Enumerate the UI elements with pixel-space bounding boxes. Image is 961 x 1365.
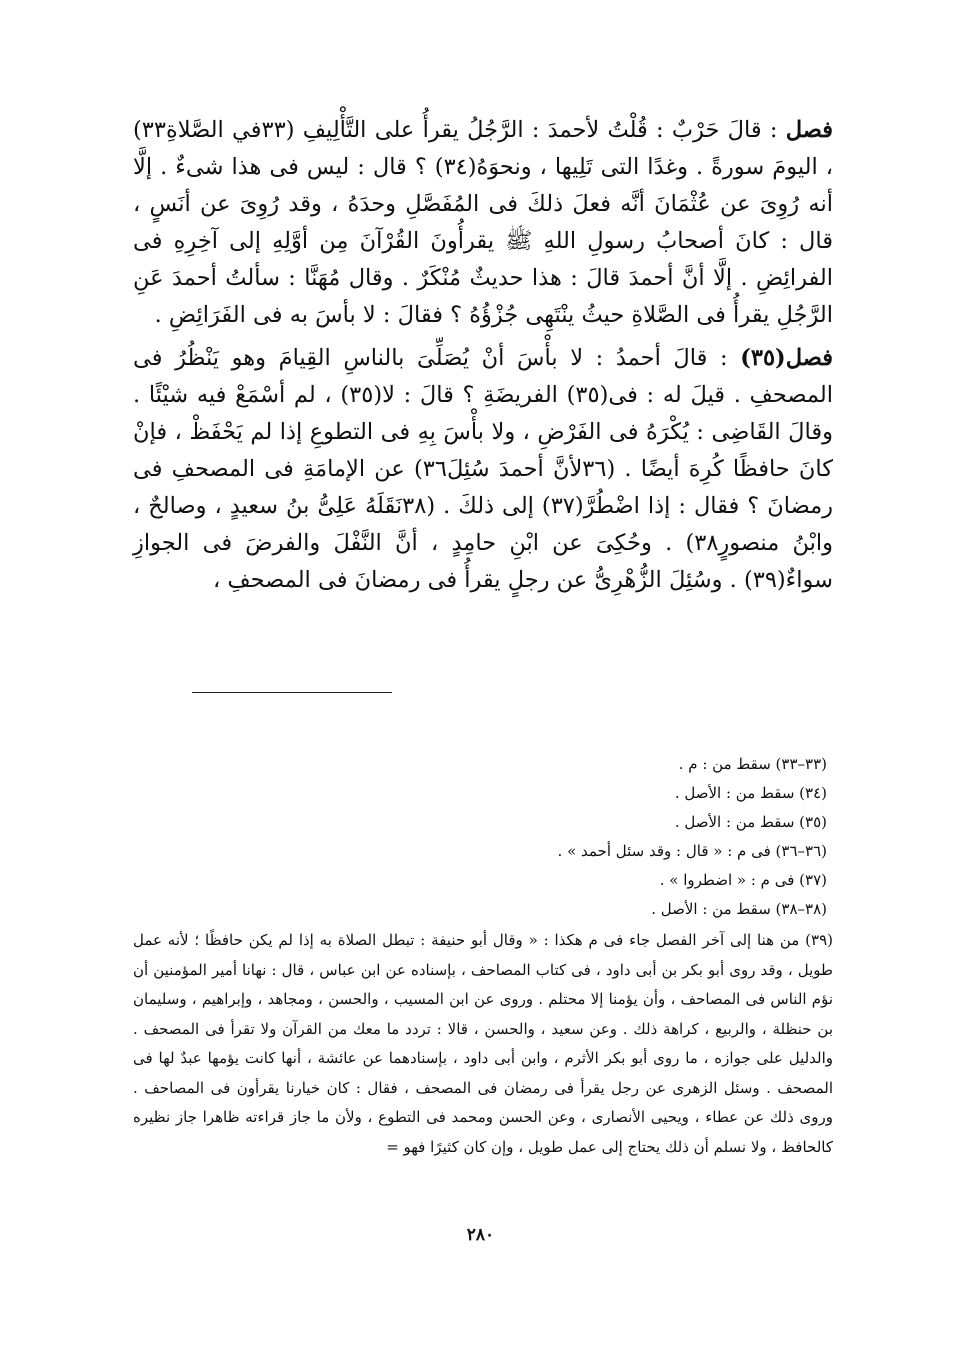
footnote-item: (٣٥) سقط من : الأصل . (674, 813, 827, 831)
footnote-item: (٣٨–٣٨) سقط من : الأصل . (651, 900, 827, 918)
section-title: فصل (785, 117, 833, 143)
page-number: ٢٨٠ (466, 1225, 495, 1245)
footnote-item: (٣٧) فى م : « اضطروا » . (659, 871, 827, 889)
footnote-long: (٣٩) من هنا إلى آخر الفصل جاء فى م هكذا : « وقال أبو حنيفة : تبطل الصلاة به إذا لم يكن حافظًا ؛ لأنه عمل طويل ، وقد روى أبو بكر بن أبى داود ، فى كتاب المصاحف ، بإسناده عن ابن عباس ، قال : نهانا أمير المؤمنين أن نؤم الناس فى المصاحف ، وأن يؤمنا إلا محتلم . وروى عن ابن المسيب ، والحسن ، ومجاهد ، وإبراهيم ، وسليمان بن حنظلة ، والربيع ، كراهة ذلك . وعن سعيد ، والحسن ، قالا : تردد ما معك من القرآن ولا تقرأ فى المصحف . والدليل على جوازه ، ما روى أبو بكر الأثرم ، وابن أبى داود ، بإسنادهما عن عائشة ، أنها كانت يؤمها عبدٌ لها فى المصحف . وسئل الزهرى عن رجل يقرأ فى رمضان فى المصحف ، فقال : كان خيارنا يقرأون فى المصاحف . وروى ذلك عن عطاء ، ويحيى الأنصارى ، وعن الحسن ومحمد فى التطوع ، ولأن ما جاز قراءته ظاهرا جاز نظيره كالحافظ ، ولا نسلم أن ذلك يحتاج إلى عمل طويل ، وإن كان كثيرًا فهو = (133, 931, 833, 1156)
footnote-item: (٣٣–٣٣) سقط من : م . (678, 755, 827, 773)
footnote-item: (٣٦–٣٦) فى م : « قال : وقد سئل أحمد » . (557, 842, 827, 860)
section-title: فصل(٣٥) (740, 345, 833, 371)
main-text (133, 112, 833, 605)
footnote-divider (192, 692, 392, 693)
paragraph-text: : قالَ أحمدُ : لا بأْسَ أنْ يُصَلِّىَ بالناسِ القِيامَ وهو يَنْظُرُ فى المصحفِ . قيلَ له : فى(٣٥) الفريضَةِ ؟ قالَ : لا(٣٥) ، لم أسْمَعْ فيه شيْئًا . وقالَ القَاضِى : يُكْرَهُ فى الفَرْضِ ، ولا بأْسَ بِهِ فى التطوعِ إذا لم يَحْفَظْ ، فإنْ كانَ حافظًا كُرِهَ أيضًا . (٣٦لأنَّ أحمدَ سُئِلَ٣٦) عن الإمامَةِ فى المصحفِ فى رمضانَ ؟ فقال : إذا اضْطُرَّ(٣٧) إلى ذلكَ . (٣٨نَقَلَهُ عَلِىُّ بنُ سعيدٍ ، وصالحٌ ، وابْنُ منصورٍ٣٨) . وحُكِىَ عن ابْنِ حامِدٍ ، أنَّ النَّفْلَ والفرضَ فى الجوازِ سواءٌ(٣٩) . وسُئِلَ الزُّهْرِىُّ عن رجلٍ يقرأُ فى رمضانَ فى المصحفِ ، (133, 345, 834, 593)
footnote-item: (٣٤) سقط من : الأصل . (674, 784, 827, 802)
footnote-list (133, 750, 833, 924)
paragraph-2 (133, 340, 833, 599)
footnotes (133, 750, 833, 1162)
paragraph-1 (133, 112, 833, 334)
paragraph-text: : قالَ حَرْبٌ : قُلْتُ لأحمدَ : الرَّجُلُ يقرأُ على التَّأْلِيفِ (٣٣في الصَّلاةِ٣٣) ، اليومَ سورةً . وغدًا التى تَلِيها ، ونحوَهُ(٣٤) ؟ قال : ليس فى هذا شىءٌ . إلَّا أنه رُوِىَ عن عُثْمَانَ أنَّه فعلَ ذلكَ فى المُفَصَّلِ وحدَهُ ، وقد رُوِىَ عن أنَسٍ ، قال : كانَ أصحابُ رسولِ اللهِ ﷺ يقرأُونَ القُرْآنَ مِن أوَّلِهِ إلى آخِرِهِ فى الفرائِضِ . إلَّا أنَّ أحمدَ قالَ : هذا حديثٌ مُنْكَرٌ . وقال مُهَنَّا : سألتُ أحمدَ عَنِ الرَّجُلِ يقرأُ فى الصَّلاةِ حيثُ ينْتَهِى جُزْؤُهُ ؟ فقالَ : لا بأسَ به فى الفَرَائِضِ . (133, 117, 833, 328)
